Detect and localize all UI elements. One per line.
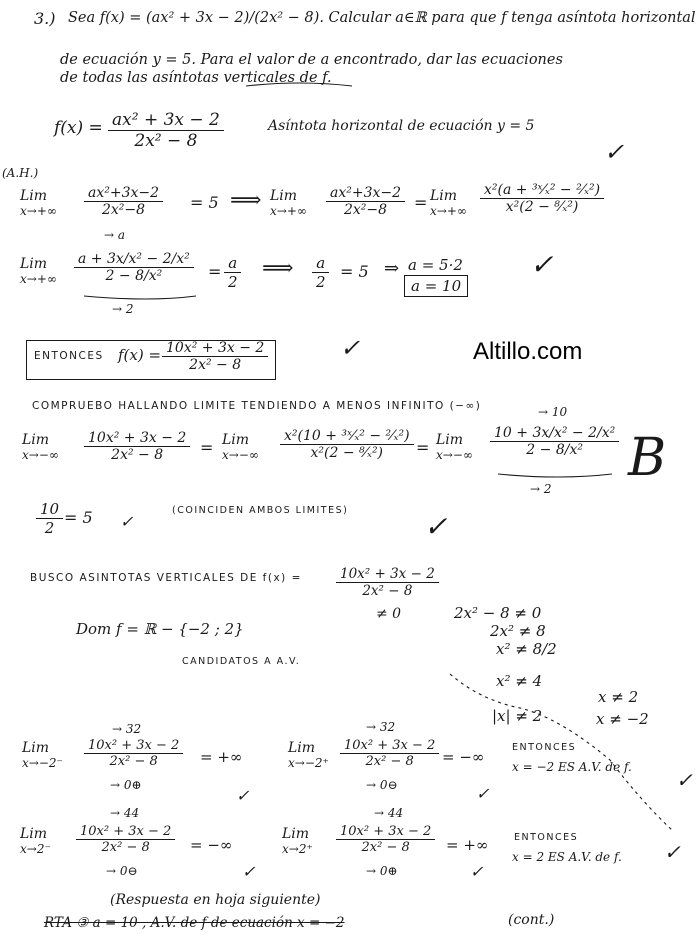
vl3-num: 10x² + 3x − 2 <box>76 824 175 840</box>
lim-sub: x→+∞ <box>20 272 57 286</box>
r2b-num: a <box>312 254 329 273</box>
compruebo-b-den: x²(2 − ⁸⁄ₓ²) <box>310 445 384 461</box>
problem-number: 3.) <box>34 9 56 28</box>
limit-minus-inf-c <box>436 432 473 462</box>
r1-eq: = 5 <box>190 193 219 212</box>
step-3: x² ≠ 8/2 <box>496 640 557 658</box>
r2-res-num: a <box>224 254 241 273</box>
limit-minus-inf <box>22 432 59 462</box>
r1b-fraction <box>326 185 405 218</box>
vl1-num: 10x² + 3x − 2 <box>84 738 183 754</box>
lim-sub: x→−∞ <box>436 448 473 462</box>
r1-den: 2x²−8 <box>101 202 146 218</box>
vl2-top: → 32 <box>366 720 396 734</box>
lim-word: Lim <box>270 188 298 204</box>
vl4-bot: → 0⊕ <box>366 864 398 878</box>
check-mark: ✓ <box>476 784 490 803</box>
compruebo-top-arrow: → 10 <box>538 405 568 419</box>
ah-statement: Asíntota horizontal de ecuación y = 5 <box>268 118 535 134</box>
limit-r1 <box>20 188 57 218</box>
check-mark: ✓ <box>676 768 693 792</box>
ah-tag: (A.H.) <box>2 166 39 180</box>
vertical-title: BUSCO ASINTOTAS VERTICALES DE f(x) = <box>30 572 302 584</box>
vl-ent2-b: x = 2 ES A.V. de f. <box>512 850 622 864</box>
lim-word: Lim <box>430 188 458 204</box>
lim-sub: x→+∞ <box>270 204 307 218</box>
footer-cont: (cont.) <box>508 912 555 928</box>
grade-mark: B <box>628 428 667 488</box>
lim-word: Lim <box>436 432 464 448</box>
lim-sub: x→2⁺ <box>282 842 313 856</box>
compruebo-num: 10x² + 3x − 2 <box>84 430 190 447</box>
footer-note: (Respuesta en hoja siguiente) <box>110 892 321 908</box>
r2b-arrow: ⇒ <box>384 258 400 279</box>
entonces-den: 2x² − 8 <box>189 357 242 373</box>
vlimit-4 <box>282 826 313 856</box>
vl3-res: = −∞ <box>190 836 233 854</box>
r2c-value: a = 5·2 <box>408 256 463 274</box>
limit-r2 <box>20 256 57 286</box>
vlimit-1 <box>22 740 63 770</box>
compruebo-res-num: 10 <box>36 500 63 519</box>
r1b-num: ax²+3x−2 <box>326 185 405 202</box>
check-mark: ✓ <box>424 510 448 543</box>
step-5: |x| ≠ 2 <box>492 707 543 725</box>
r1-fraction <box>84 185 163 218</box>
compruebo-res-eq: = 5 <box>64 508 93 527</box>
compruebo-c-den: 2 − 8/x² <box>526 442 583 458</box>
entonces-num: 10x² + 3x − 2 <box>162 340 268 357</box>
vl4-fraction <box>336 824 435 855</box>
r1b-den: 2x²−8 <box>343 202 388 218</box>
r1c-fraction <box>480 182 604 215</box>
r2-arrow: ⟹ <box>262 256 294 281</box>
limit-r1c <box>430 188 467 218</box>
problem-line-3: de todas las asíntotas verticales de f. <box>60 70 332 86</box>
vl2-fraction <box>340 738 439 769</box>
vl2-res: = −∞ <box>442 748 485 766</box>
lim-word: Lim <box>20 188 48 204</box>
vl4-den: 2x² − 8 <box>361 840 410 855</box>
lim-word: Lim <box>282 826 310 842</box>
compruebo-c-num: 10 + 3x/x² − 2/x² <box>490 425 619 442</box>
vlimit-2 <box>288 740 329 770</box>
compruebo-bottom-arrow: → 2 <box>530 482 552 496</box>
vl-ent1-b: x = −2 ES A.V. de f. <box>512 760 632 774</box>
check-mark: ✓ <box>604 138 625 166</box>
check-mark: ✓ <box>664 840 681 864</box>
r1-num: ax²+3x−2 <box>84 185 163 202</box>
compruebo-b-num: x²(10 + ³ˣ⁄ₓ² − ²⁄ₓ²) <box>280 428 414 445</box>
compruebo-b-fraction <box>280 428 414 461</box>
vl1-fraction <box>84 738 183 769</box>
vl-ent2-a: ENTONCES <box>514 832 579 843</box>
vertical-ne0: ≠ 0 <box>376 606 402 622</box>
r2-den: 2 − 8/x² <box>105 268 163 284</box>
vl3-bot: → 0⊖ <box>106 864 138 878</box>
lim-sub: x→2⁻ <box>20 842 51 856</box>
step-2: 2x² ≠ 8 <box>490 622 546 640</box>
r2-fraction <box>74 251 194 284</box>
f-denominator: 2x² − 8 <box>134 131 198 151</box>
lim-sub: x→+∞ <box>20 204 57 218</box>
compruebo-fraction <box>84 430 190 463</box>
lim-word: Lim <box>20 826 48 842</box>
vl4-num: 10x² + 3x − 2 <box>336 824 435 840</box>
r2-res-den: 2 <box>228 273 238 291</box>
vertical-num: 10x² + 3x − 2 <box>336 566 439 583</box>
vl-ent1-a: ENTONCES <box>512 742 577 753</box>
vl2-den: 2x² − 8 <box>365 754 414 769</box>
check-mark: ✓ <box>530 248 554 281</box>
entonces-label: ENTONCES <box>34 350 104 362</box>
compruebo-note: (COINCIDEN AMBOS LIMITES) <box>172 505 349 516</box>
vl4-res: = +∞ <box>446 836 489 854</box>
r2b-eq: = 5 <box>340 262 369 281</box>
lim-word: Lim <box>20 256 48 272</box>
vertical-den: 2x² − 8 <box>362 583 413 599</box>
f-label: f(x) = <box>54 118 103 138</box>
check-mark: ✓ <box>340 334 361 362</box>
vl1-den: 2x² − 8 <box>109 754 158 769</box>
lim-sub: x→−∞ <box>22 448 59 462</box>
vl1-res: = +∞ <box>200 748 243 766</box>
problem-line-1: Sea f(x) = (ax² + 3x − 2)/(2x² − 8). Calcular a∈ℝ para que f tenga asíntota horizontal <box>68 10 696 26</box>
r2-result <box>224 254 242 291</box>
f-definition <box>108 110 224 151</box>
r1c-num: x²(a + ³ˣ⁄ₓ² − ²⁄ₓ²) <box>480 182 604 199</box>
lim-sub: x→−2⁺ <box>288 756 329 770</box>
domain: Dom f = ℝ − {−2 ; 2} <box>76 620 244 638</box>
compruebo-den: 2x² − 8 <box>111 447 164 463</box>
lim-word: Lim <box>22 740 50 756</box>
problem-line-2: de ecuación y = 5. Para el valor de a encontrado, dar las ecuaciones <box>60 52 563 68</box>
candidatos-label: CANDIDATOS A A.V. <box>182 656 301 667</box>
footer-crossed: RTA ③ a = 10 , A.V. de f de ecuación x = −2 <box>44 915 345 931</box>
step-6b: x ≠ −2 <box>596 710 649 728</box>
lim-sub: x→−∞ <box>222 448 259 462</box>
vl2-bot: → 0⊖ <box>366 778 398 792</box>
vlimit-3 <box>20 826 51 856</box>
step-6a: x ≠ 2 <box>598 688 639 706</box>
compruebo-c-fraction <box>490 425 619 458</box>
r2b-fraction <box>312 254 330 291</box>
r2-eq: = <box>208 262 222 281</box>
vl4-top: → 44 <box>374 806 404 820</box>
r2-num: a + 3x/x² − 2/x² <box>74 251 194 268</box>
entonces-fraction <box>162 340 268 373</box>
r2-final-answer: a = 10 <box>404 275 468 297</box>
vl3-fraction <box>76 824 175 855</box>
check-mark: ✓ <box>242 862 256 881</box>
r1-arrow: ⟹ <box>230 188 262 213</box>
eq-sign: = <box>200 438 214 457</box>
r2-bottom-arrow: → 2 <box>112 302 134 316</box>
r2b-den: 2 <box>316 273 326 291</box>
step-1: 2x² − 8 ≠ 0 <box>454 604 542 622</box>
lim-word: Lim <box>222 432 250 448</box>
vl1-bot: → 0⊕ <box>110 778 142 792</box>
lim-word: Lim <box>288 740 316 756</box>
r1c-eq: = <box>414 193 428 212</box>
check-mark: ✓ <box>120 512 134 531</box>
check-mark: ✓ <box>470 862 484 881</box>
watermark: Altillo.com <box>473 338 583 365</box>
vl3-top: → 44 <box>110 806 140 820</box>
brace-stroke <box>498 474 612 477</box>
vl3-den: 2x² − 8 <box>101 840 150 855</box>
compruebo-res-den: 2 <box>44 519 55 537</box>
vertical-fraction <box>336 566 439 599</box>
check-mark: ✓ <box>236 786 250 805</box>
f-numerator: ax² + 3x − 2 <box>108 110 224 131</box>
vl2-num: 10x² + 3x − 2 <box>340 738 439 754</box>
entonces-f: f(x) = <box>118 346 162 364</box>
limit-minus-inf-b <box>222 432 259 462</box>
r1c-den: x²(2 − ⁸⁄ₓ²) <box>505 199 579 215</box>
compruebo-result <box>36 500 63 537</box>
lim-sub: x→−2⁻ <box>22 756 63 770</box>
r2-top-arrow: → a <box>104 228 126 242</box>
vl1-top: → 32 <box>112 722 142 736</box>
brace-stroke <box>84 296 196 299</box>
limit-r1b <box>270 188 307 218</box>
compruebo-title: COMPRUEBO HALLANDO LIMITE TENDIENDO A MENOS INFINITO (−∞) <box>32 400 482 412</box>
step-4: x² ≠ 4 <box>496 672 543 690</box>
lim-sub: x→+∞ <box>430 204 467 218</box>
lim-word: Lim <box>22 432 50 448</box>
eq-sign: = <box>416 438 430 457</box>
